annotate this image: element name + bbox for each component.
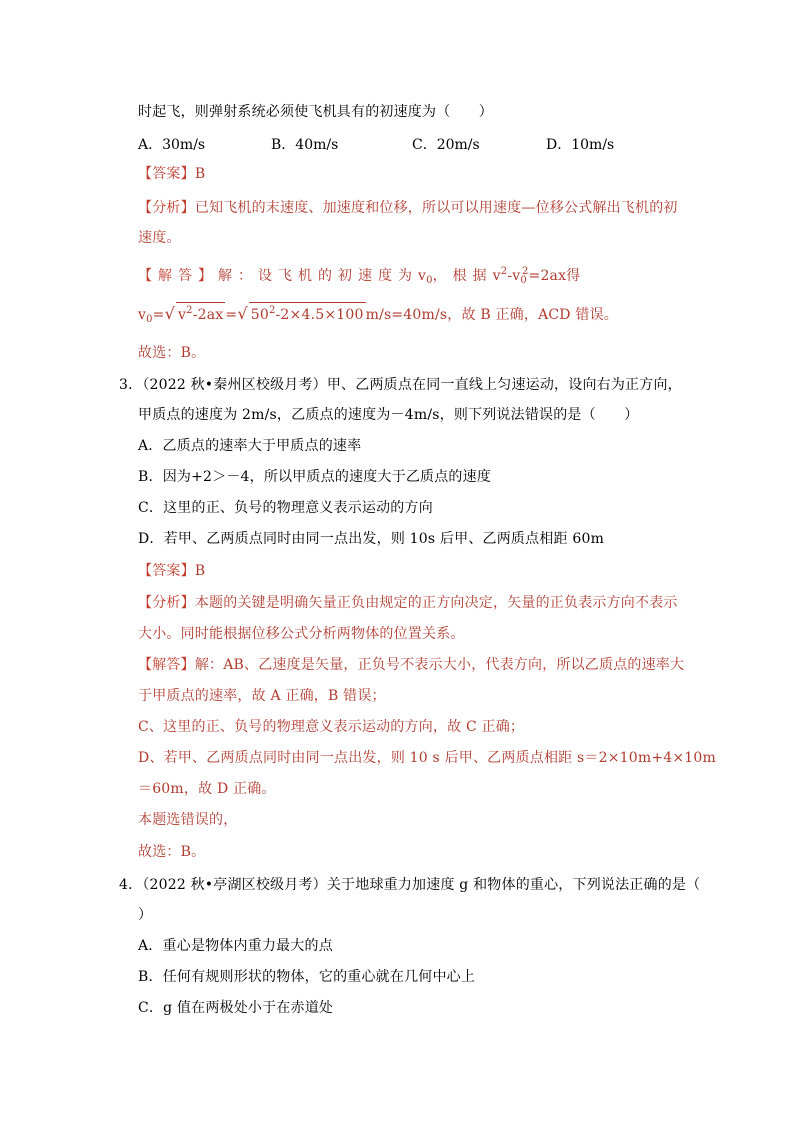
q2-solution-equation: $v_0=√$ $v^2-2ax$ =√ $50^2-2\times 4.5\times 100$ m/s=40m/s，故 B 正确，ACD 错误。 — [138, 304, 618, 325]
q4-stem-line2: ） — [138, 907, 153, 923]
q3-number: 3． — [119, 377, 143, 393]
q2-solution-line1 — [138, 263, 580, 290]
q3-solution-line5: ＝60m，故 D 正确。 — [138, 781, 276, 797]
solution-mid: ，根据 — [432, 268, 493, 284]
q4-number: 4． — [119, 877, 143, 893]
analysis-tag: 【分析】 — [138, 595, 195, 611]
answer-tag: 【答案】 — [138, 563, 195, 579]
q3-option-a: A．乙质点的速率大于甲质点的速率 — [138, 438, 362, 454]
solution-text: 解：设飞机的初速度为 — [218, 268, 418, 284]
solution-text: 解：AB、乙速度是矢量，正负号不表示大小，代表方向，所以乙质点的速率大 — [194, 657, 685, 673]
q2-final: 故选：B。 — [138, 345, 206, 361]
q2-option-c: C．20m/s — [412, 137, 480, 153]
q3-option-d: D．若甲、乙两质点同时由同一点出发，则 10s 后甲、乙两质点相距 60m — [138, 531, 605, 547]
v0-symbol: $v_0$ — [418, 268, 433, 286]
q2-answer — [138, 165, 205, 183]
q3-solution-line4: D、若甲、乙两质点同时由同一点出发，则 10 s 后甲、乙两质点相距 s＝2×10m+4×10m — [138, 750, 716, 766]
q3-stem-line2: 甲质点的速度为 2m/s，乙质点的速度为－4m/s，则下列说法错误的是（ ） — [138, 407, 639, 423]
q3-analysis-line1 — [138, 594, 678, 612]
q2-option-d: D．10m/s — [546, 137, 615, 153]
q4-option-c: C．g 值在两极处小于在赤道处 — [138, 1000, 334, 1016]
sqrt-expression-2: $50^2-2\times 4.5\times 100$ — [249, 302, 366, 323]
q3-solution-line2: 于甲质点的速率，故 A 正确，B 错误； — [138, 688, 386, 704]
q4-option-b: B．任何有规则形状的物体，它的重心就在几何中心上 — [138, 969, 476, 985]
q3-option-c: C．这里的正、负号的物理意义表示运动的方向 — [138, 500, 433, 516]
q3-final: 故选：B。 — [138, 844, 206, 860]
answer-value: B — [194, 563, 206, 579]
q2-option-b: B．40m/s — [271, 137, 339, 153]
q3-stem-text: （2022 秋•秦州区校级月考）甲、乙两质点在同一直线上匀速运动，设向右为正方向， — [142, 377, 682, 393]
analysis-text: 已知飞机的末速度、加速度和位移，所以可以用速度—位移公式解出飞机的初 — [194, 200, 678, 216]
analysis-text: 本题的关键是明确矢量正负由规定的正方向决定，矢量的正负表示方向不表示 — [194, 595, 678, 611]
q2-stem-tail: 时起飞，则弹射系统必须使飞机具有的初速度为（ ） — [138, 104, 493, 120]
q4-option-a: A．重心是物体内重力最大的点 — [138, 938, 333, 954]
q3-solution-line3: C、这里的正、负号的物理意义表示运动的方向，故 C 正确； — [138, 719, 525, 735]
sqrt-icon: √ — [237, 304, 248, 323]
sqrt-expression-1: $v^2-2ax$ — [176, 302, 225, 323]
q4-stem-line1 — [119, 876, 700, 894]
solution-tag: 【解答】 — [138, 268, 218, 284]
answer-tag: 【答案】 — [138, 166, 195, 182]
q3-stem-line1 — [119, 376, 682, 394]
sqrt-icon: √ — [164, 304, 176, 323]
q3-solution-line1 — [138, 656, 684, 674]
q3-analysis-line2: 大小。同时能根据位移公式分析两物体的位置关系。 — [138, 626, 465, 642]
q2-analysis-line1 — [138, 199, 678, 217]
answer-value: B — [194, 166, 206, 182]
q2-analysis-line2: 速度。 — [138, 230, 181, 246]
q2-option-a: A．30m/s — [138, 137, 206, 153]
solution-end: 得 — [566, 268, 581, 284]
q3-answer — [138, 562, 205, 580]
kinematic-formula: $v^2-v_0^2=2ax$ — [492, 266, 567, 286]
q3-option-b: B．因为+2＞－4，所以甲质点的速度大于乙质点的速度 — [138, 469, 492, 485]
q3-note: 本题选错误的， — [138, 812, 238, 828]
analysis-tag: 【分析】 — [138, 200, 195, 216]
q4-stem-text: （2022 秋•亭湖区校级月考）关于地球重力加速度 g 和物体的重心，下列说法正确的是（ — [142, 877, 701, 893]
solution-tag: 【解答】 — [138, 657, 195, 673]
